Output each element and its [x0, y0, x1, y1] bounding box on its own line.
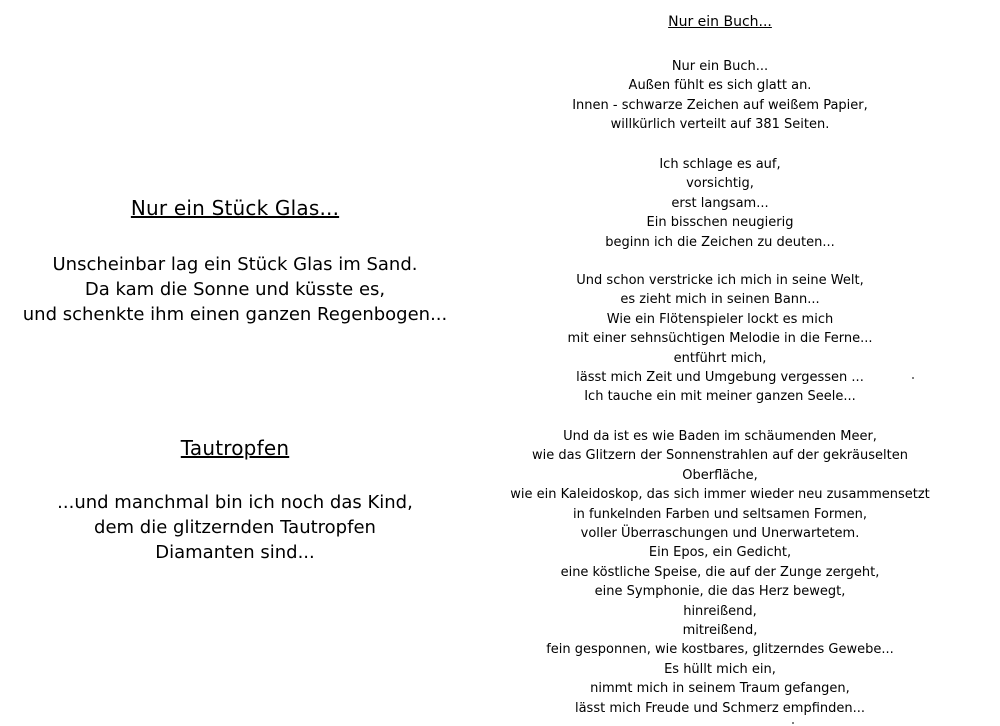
poem-line: erst langsam... [671, 195, 769, 211]
poem-line: Ein bisschen neugierig [646, 215, 794, 231]
poem-title-dew: Tautropfen [180, 436, 290, 460]
poem-line: Und schon verstricke ich mich in seine Welt, [576, 273, 864, 288]
poem-line: Nur ein Buch... [671, 59, 769, 74]
poem-line: beginn ich die Zeichen zu deuten... [605, 234, 835, 250]
poem-line: und schenkte ihm einen ganzen Regenbogen... [22, 304, 448, 325]
stanza [500, 57, 940, 135]
poem-line: in funkelnden Farben und seltsamen Formen, [572, 506, 868, 522]
poem-line: hinreißend, [683, 603, 757, 619]
poem-line: mitreißend, [682, 623, 758, 639]
poem-line: voller Überraschungen und Unerwartetem. [580, 526, 860, 542]
poem-body-glass [0, 252, 470, 327]
poem-line: Ein Epos, ein Gedicht, [648, 545, 792, 561]
poem-line: Wie ein Flötenspieler lockt es mich [606, 311, 834, 327]
poem-line: wie das Glitzern der Sonnenstrahlen auf der gekräuselten [532, 448, 908, 464]
poem-line: Oberfläche, [682, 467, 758, 483]
poem-line: dem die glitzernden Tautropfen [94, 517, 376, 538]
poem-line: fein gesponnen, wie kostbares, glitzerndes Gewebe... [546, 642, 894, 658]
poem-line: lässt mich Zeit und Umgebung vergessen ... [576, 370, 864, 386]
poem-line: Diamanten sind... [155, 542, 315, 563]
poem-line: wie ein Kaleidoskop, das sich immer wieder neu zusammensetzt [510, 487, 930, 503]
poem-line: Es hüllt mich ein, [664, 661, 776, 677]
poem-line: lässt mich Freude und Schmerz empfinden... [574, 700, 866, 716]
poem-line: Unscheinbar lag ein Stück Glas im Sand. [52, 254, 418, 275]
poem-line: es zieht mich in seinen Bann... [620, 292, 820, 308]
poem-line: Da kam die Sonne und küsste es, [84, 279, 386, 300]
poem-line: Und da ist es wie Baden im schäumenden Meer, [563, 429, 877, 444]
poem-line: Außen fühlt es sich glatt an. [628, 78, 812, 94]
poem-line: eine köstliche Speise, die auf der Zunge zergeht, [560, 564, 880, 580]
poem-line: eine Symphonie, die das Herz bewegt, [594, 584, 846, 600]
poem-line: ...und manchmal bin ich noch das Kind, [57, 492, 413, 513]
stanza [500, 155, 940, 252]
stanza [500, 427, 940, 718]
poem-line: Innen - schwarze Zeichen auf weißem Papier, [572, 97, 868, 113]
poem-body-dew [0, 490, 470, 565]
poem-line: entführt mich, [673, 350, 767, 366]
poem-line: willkürlich verteilt auf 381 Seiten. [610, 117, 830, 133]
stanza [500, 271, 940, 407]
scan-speck [792, 722, 794, 724]
poem-line: mit einer sehnsüchtigen Melodie in die Ferne... [567, 331, 873, 347]
poem-title-book: Nur ein Buch... [668, 14, 772, 30]
scan-speck [912, 377, 914, 379]
poem-title-glass: Nur ein Stück Glas... [130, 196, 340, 220]
poem-line: vorsichtig, [686, 176, 754, 192]
poem-line: nimmt mich in seinem Traum gefangen, [590, 681, 850, 697]
poem-line: Ich schlage es auf, [659, 157, 781, 172]
poem-line: Ich tauche ein mit meiner ganzen Seele... [584, 389, 856, 405]
